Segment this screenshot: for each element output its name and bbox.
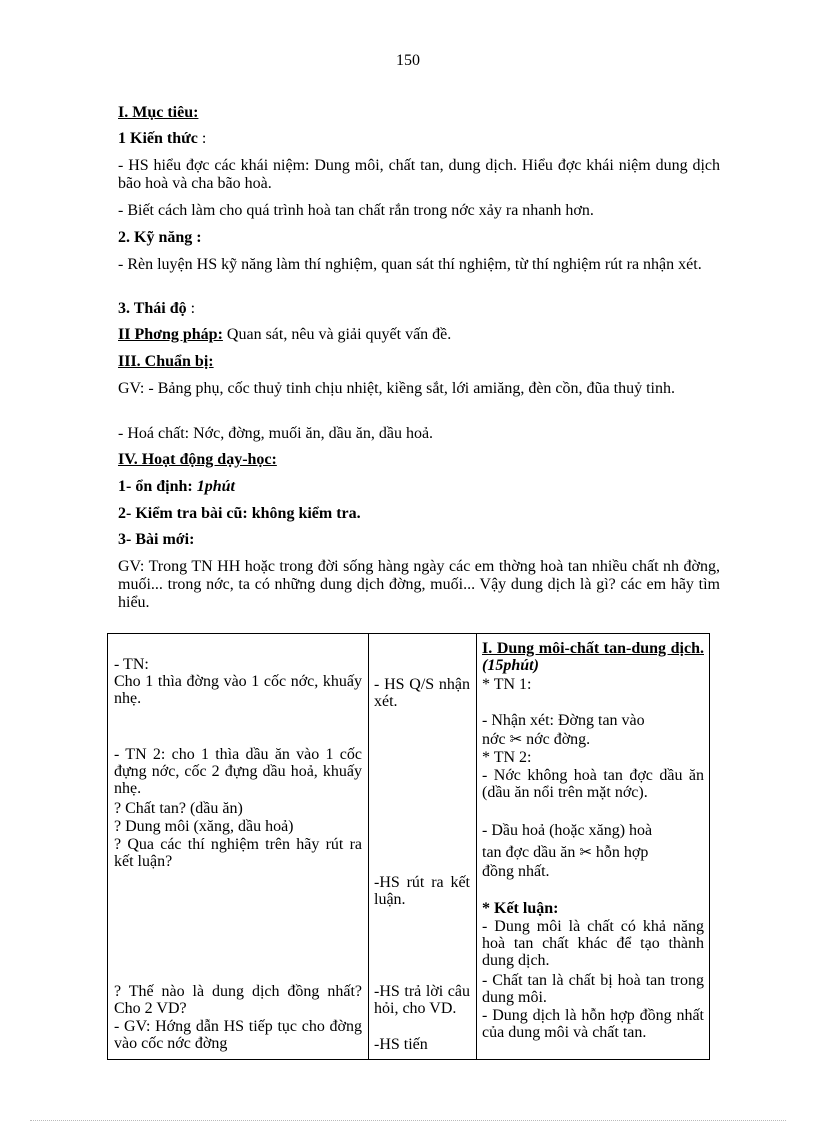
step1-line xyxy=(118,478,720,496)
knowledge-colon: : xyxy=(197,130,207,147)
knowledge-heading: 1 Kiến thức xyxy=(118,130,198,147)
content-obs3-a: - Dầu hoả (hoặc xăng) hoà xyxy=(482,822,653,839)
content-obs1-b xyxy=(482,731,704,749)
content-obs3-c: đồng nhất. xyxy=(482,863,550,880)
preparation-gv: GV: - Bảng phụ, cốc thuỷ tinh chịu nhiệt, kiềng sắt, lới amiăng, đèn cồn, đũa thuỷ tinh. xyxy=(118,380,675,397)
page-bottom-rule xyxy=(30,1120,786,1121)
attitude-heading: 3. Thái độ xyxy=(118,300,187,317)
tn-label: - TN: xyxy=(114,656,149,673)
content-tn2-label: * TN 2: xyxy=(482,749,532,766)
activities-intro: GV: Trong TN HH hoặc trong đời sống hàng ngày các em thờng hoà tan nhiều chất nh đờng, muối... trong nớc, ta có những dung dịch đờng, muối... Vậy dung dịch là gì? các em hãy tìm hiểu. xyxy=(118,558,720,611)
conclusion-solute: - Chất tan là chất bị hoà tan trong dung môi. xyxy=(482,972,704,1006)
activities-heading: IV. Hoạt động dạy-học: xyxy=(118,451,277,468)
attitude-heading-line xyxy=(118,300,720,318)
student-observe: - HS Q/S nhận xét. xyxy=(374,676,470,710)
attitude-colon: : xyxy=(186,300,196,317)
question-solvent: ? Dung môi (xăng, dầu hoả) xyxy=(114,818,294,835)
gv-guide: - GV: Hớng dẫn HS tiếp tục cho đờng vào cốc nớc đờng xyxy=(114,1018,362,1052)
page-number: 150 xyxy=(396,52,420,69)
method-heading: II Phơng pháp: xyxy=(118,326,223,343)
preparation-chemicals: - Hoá chất: Nớc, đờng, muối ăn, dầu ăn, dầu hoả. xyxy=(118,425,434,442)
teacher-activity-column xyxy=(108,634,369,1059)
student-activity-column xyxy=(368,634,477,1059)
step1-label: 1- ổn định: xyxy=(118,478,197,495)
conclusion-heading: * Kết luận: xyxy=(482,900,559,917)
tn2-teacher: - TN 2: cho 1 thìa dầu ăn vào 1 cốc đựng nớc, cốc 2 đựng dầu hoả, khuấy nhẹ. xyxy=(114,746,362,797)
question-solute: ? Chất tan? (dầu ăn) xyxy=(114,800,243,817)
question-homogeneous: ? Thế nào là dung dịch đồng nhất? Cho 2 VD? xyxy=(114,983,362,1017)
scissors-icon: ✂ xyxy=(579,845,592,861)
lesson-table xyxy=(107,633,710,1060)
scissors-icon: ✂ xyxy=(509,732,523,748)
content-column xyxy=(476,634,710,1059)
student-answer: -HS trả lời câu hỏi, cho VD. xyxy=(374,983,470,1017)
method-text: Quan sát, nêu và giải quyết vấn đề. xyxy=(222,326,452,343)
question-conclusion: ? Qua các thí nghiệm trên hãy rút ra kết luận? xyxy=(114,836,362,870)
knowledge-heading-line xyxy=(118,130,720,148)
student-continue: -HS tiến xyxy=(374,1036,428,1053)
preparation-heading: III. Chuẩn bị: xyxy=(118,353,214,370)
skills-item-1: - Rèn luyện HS kỹ năng làm thí nghiệm, quan sát thí nghiệm, từ thí nghiệm rút ra nhận xét. xyxy=(118,256,702,273)
step1-time: 1phút xyxy=(196,478,235,495)
obs3-dissolve: tan đợc dầu ăn xyxy=(482,844,576,861)
obs1-water: nớc xyxy=(482,731,506,748)
skills-heading: 2. Kỹ năng : xyxy=(118,229,202,246)
step3-line: 3- Bài mới: xyxy=(118,531,195,548)
tn1-teacher: Cho 1 thìa đờng vào 1 cốc nớc, khuấy nhẹ. xyxy=(114,673,362,707)
content-heading: I. Dung môi-chất tan-dung dịch. xyxy=(482,640,704,657)
content-obs3-b xyxy=(482,844,704,862)
step2-line: 2- Kiểm tra bài cũ: không kiểm tra. xyxy=(118,505,361,522)
content-obs2: - Nớc không hoà tan đợc dầu ăn (dầu ăn nổi trên mặt nớc). xyxy=(482,767,704,801)
content-heading-block xyxy=(482,640,704,674)
content-tn1-label: * TN 1: xyxy=(482,676,532,693)
content-time: (15phút) xyxy=(482,657,539,674)
content-obs1-a: - Nhận xét: Đờng tan vào xyxy=(482,712,645,729)
obs3-mixture: hỗn hợp xyxy=(595,844,649,861)
knowledge-item-1: - HS hiểu đợc các khái niệm: Dung môi, chất tan, dung dịch. Hiểu đợc khái niệm dung dịch bão hoà và cha bão hoà. xyxy=(118,157,720,192)
conclusion-solution: - Dung dịch là hỗn hợp đồng nhất của dung môi và chất tan. xyxy=(482,1007,704,1041)
objectives-heading: I. Mục tiêu: xyxy=(118,104,199,121)
knowledge-item-2: - Biết cách làm cho quá trình hoà tan chất rắn trong nớc xảy ra nhanh hơn. xyxy=(118,202,594,219)
conclusion-solvent: - Dung môi là chất có khả năng hoà tan chất khác để tạo thành dung dịch. xyxy=(482,918,704,969)
method-line xyxy=(118,326,720,344)
obs1-sugar-water: nớc đờng. xyxy=(526,731,591,748)
student-conclude: -HS rút ra kết luận. xyxy=(374,874,470,908)
